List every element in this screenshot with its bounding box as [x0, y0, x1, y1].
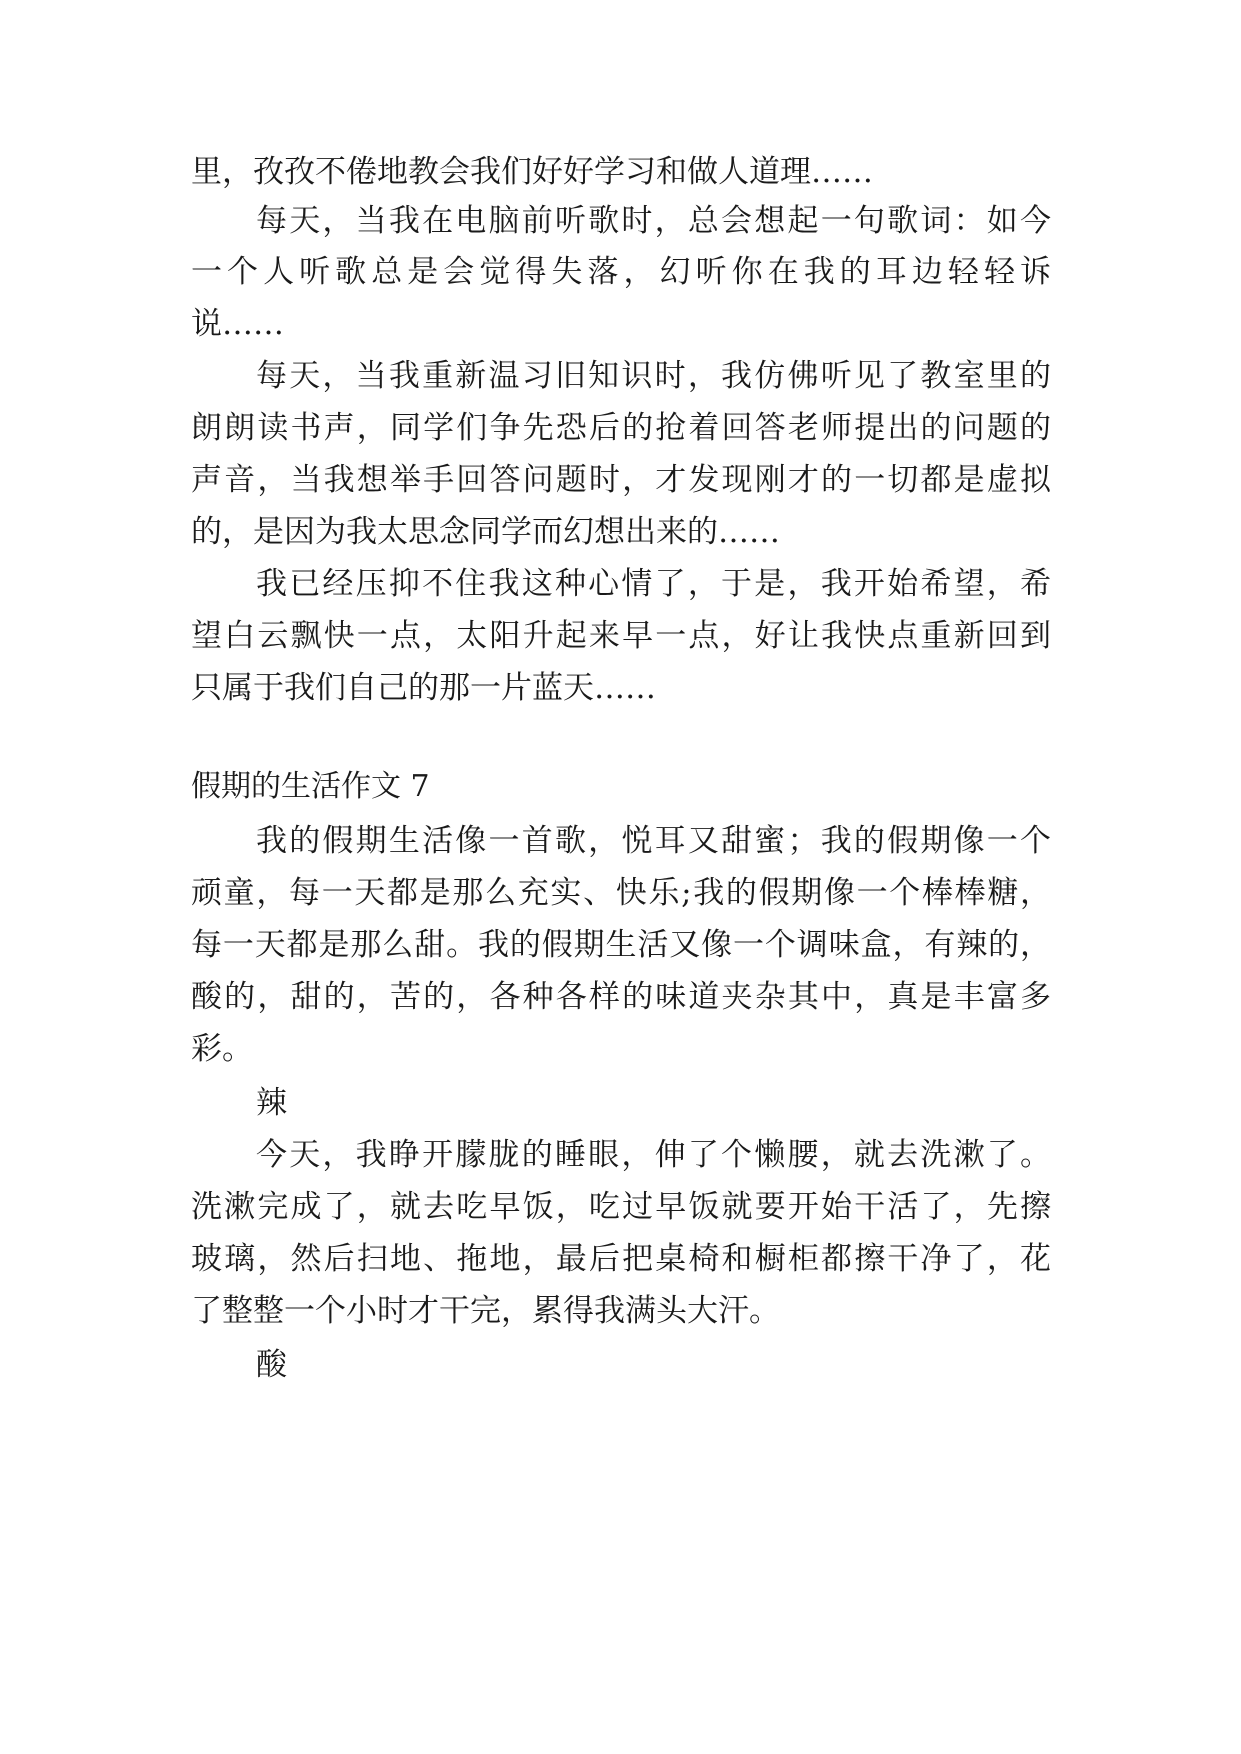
paragraph-start-line: 每天，当我重新温习旧知识时，我仿佛听见了教室里的 — [256, 358, 1051, 394]
subheading-spicy: 辣 — [256, 1085, 287, 1121]
subheading-sour: 酸 — [256, 1347, 287, 1383]
text-line: 了整整一个小时才干完，累得我满头大汗。 — [191, 1293, 780, 1329]
text-line: 里，孜孜不倦地教会我们好好学习和做人道理…… — [191, 154, 873, 190]
paragraph-start-line: 今天，我睁开朦胧的睡眼，伸了个懒腰，就去洗漱了。 — [256, 1137, 1051, 1173]
text-line: 一个人听歌总是会觉得失落，幻听你在我的耳边轻轻诉 — [191, 254, 1051, 290]
text-line: 每一天都是那么甜。我的假期生活又像一个调味盒，有辣的， — [191, 927, 1051, 963]
text-line: 彩。 — [191, 1031, 253, 1067]
section-heading: 假期的生活作文 7 — [191, 769, 430, 804]
paragraph-start-line: 我已经压抑不住我这种心情了，于是，我开始希望，希 — [256, 566, 1051, 602]
text-line: 说…… — [191, 306, 284, 342]
paragraph-start-line: 我的假期生活像一首歌，悦耳又甜蜜；我的假期像一个 — [256, 823, 1051, 859]
text-line: 洗漱完成了，就去吃早饭，吃过早饭就要开始干活了，先擦 — [191, 1189, 1051, 1225]
text-line: 只属于我们自己的那一片蓝天…… — [191, 670, 656, 706]
text-line: 声音，当我想举手回答问题时，才发现刚才的一切都是虚拟 — [191, 462, 1051, 498]
text-line: 酸的，甜的，苦的，各种各样的味道夹杂其中，真是丰富多 — [191, 979, 1051, 1015]
text-line: 朗朗读书声，同学们争先恐后的抢着回答老师提出的问题的 — [191, 410, 1051, 446]
text-line: 顽童，每一天都是那么充实、快乐;我的假期像一个棒棒糖， — [191, 875, 1051, 911]
paragraph-start-line: 每天，当我在电脑前听歌时，总会想起一句歌词：如今 — [256, 203, 1051, 239]
text-line: 玻璃，然后扫地、拖地，最后把桌椅和橱柜都擦干净了，花 — [191, 1241, 1051, 1277]
text-line: 望白云飘快一点，太阳升起来早一点，好让我快点重新回到 — [191, 618, 1051, 654]
text-line: 的，是因为我太思念同学而幻想出来的…… — [191, 514, 780, 550]
